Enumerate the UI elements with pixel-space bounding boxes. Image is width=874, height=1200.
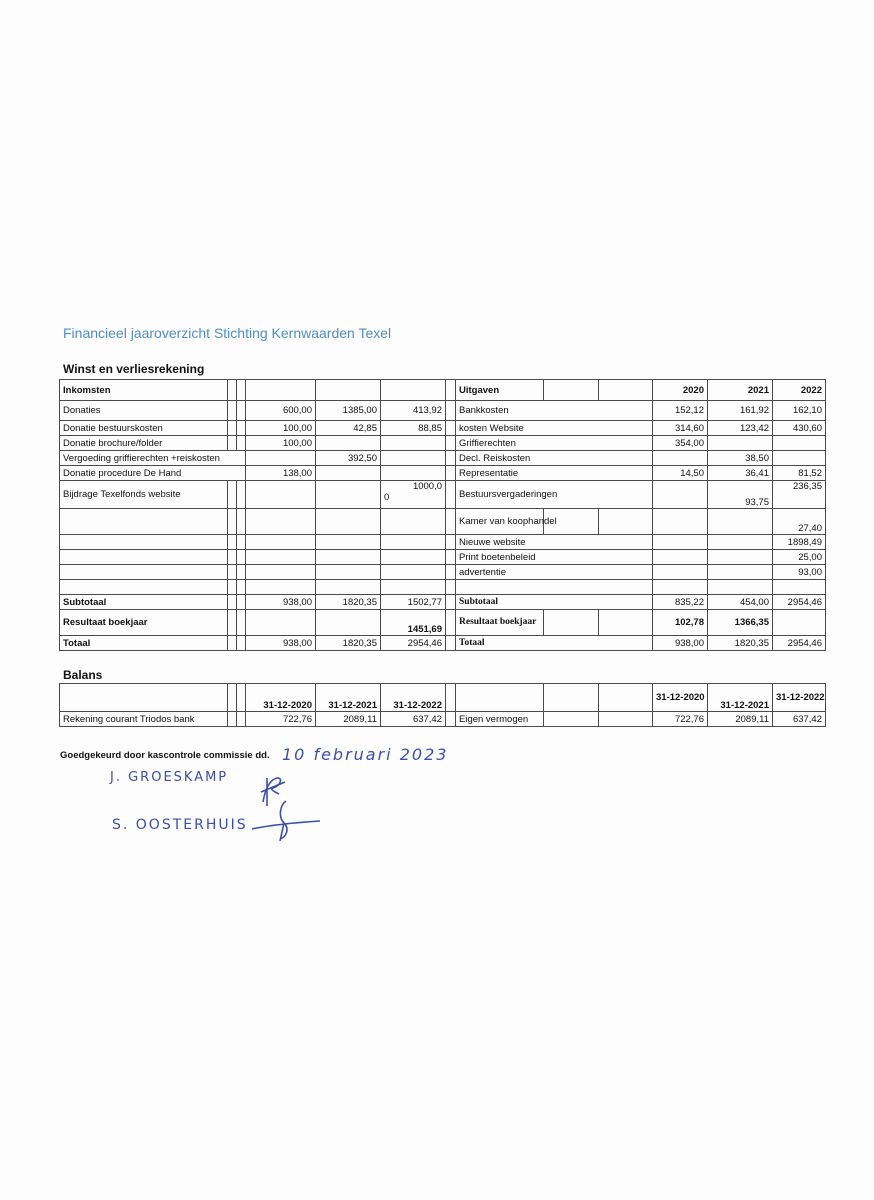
expense-value [708,535,773,550]
header-row [60,380,826,401]
liability-label: Eigen vermogen [456,712,544,727]
expense-total-label: Totaal [456,636,653,651]
expense-value: 354,00 [653,436,708,451]
expense-value: 161,92 [708,401,773,421]
asset-label: Rekening courant Triodos bank [60,712,228,727]
expense-total-value: 2954,46 [773,636,826,651]
table-row [60,466,826,481]
income-value: 392,50 [316,451,381,466]
table-row [60,421,826,436]
expense-value [708,509,773,535]
income-label: Donatie bestuurskosten [60,421,228,436]
expense-value [653,451,708,466]
expense-value: 25,00 [773,550,826,565]
income-total-value: 1820,35 [316,636,381,651]
income-value: 100,00 [246,421,316,436]
income-total-label: Totaal [60,636,228,651]
expense-total-value: 1820,35 [708,636,773,651]
asset-value: 2089,11 [316,712,381,727]
expense-label: Bankkosten [456,401,653,421]
income-value [381,481,446,509]
income-subtotal-value: 938,00 [246,595,316,610]
expense-value [653,535,708,550]
income-value [246,481,316,509]
expense-subtotal-value: 2954,46 [773,595,826,610]
expense-value: 27,40 [773,509,826,535]
expense-value: 38,50 [708,451,773,466]
years-income-row [60,401,826,421]
table-row [60,509,826,535]
expense-value: 236,35 [773,481,826,509]
balans-heading: Balans [63,668,103,682]
year-header: 2021 [708,380,773,401]
asset-value: 637,42 [381,712,446,727]
result-row [60,610,826,636]
expense-result-value: 102,78 [653,610,708,636]
liability-value: 722,76 [653,712,708,727]
expense-value [773,436,826,451]
income-value [316,466,381,481]
document-title: Financieel jaaroverzicht Stichting Kernwaarden Texel [63,325,392,341]
signature-2-icon [250,795,325,845]
expense-total-value: 938,00 [653,636,708,651]
asset-value: 722,76 [246,712,316,727]
empty-row [60,580,826,595]
expense-label: kosten Website [456,421,653,436]
balans-header-row [60,684,826,712]
date-header: 31-12-2020 [246,684,316,712]
expense-value [708,550,773,565]
winst-verlies-table [59,379,826,651]
expense-label: Decl. Reiskosten [456,451,653,466]
expense-value: 152,12 [653,401,708,421]
income-label: Donatie procedure De Hand [60,466,246,481]
expense-value [708,565,773,580]
income-value [316,436,381,451]
income-value: 100,00 [246,436,316,451]
income-value: 600,00 [246,401,316,421]
year-header: 2020 [653,380,708,401]
income-value [381,466,446,481]
income-value: 138,00 [246,466,316,481]
expense-label: Nieuwe website [456,535,653,550]
income-label: Bijdrage Texelfonds website [60,481,228,509]
income-value: 1385,00 [316,401,381,421]
expense-value: 162,10 [773,401,826,421]
table-row [60,535,826,550]
expense-result-label: Resultaat boekjaar [456,610,544,636]
expense-value [653,509,708,535]
liability-value: 637,42 [773,712,826,727]
expense-label: Bestuursvergaderingen [456,481,653,509]
expense-title: Uitgaven [456,380,544,401]
income-value [316,481,381,509]
income-total-value: 938,00 [246,636,316,651]
expense-value: 81,52 [773,466,826,481]
expense-value: 93,75 [708,481,773,509]
income-subtotal-label: Subtotaal [60,595,228,610]
handwritten-date: 10 februari 2023 [282,745,449,764]
income-total-value: 2954,46 [381,636,446,651]
signer-2-name: S. OOSTERHUIS [112,817,248,833]
income-result-label: Resultaat boekjaar [60,610,228,636]
expense-label: Print boetenbeleid [456,550,653,565]
expense-subtotal-value: 454,00 [708,595,773,610]
expense-result-value: 1366,35 [708,610,773,636]
signer-1-name: J. GROESKAMP [110,770,229,785]
expense-value [653,550,708,565]
income-value-line1: 1000,0 [412,481,442,492]
total-row [60,636,826,651]
expense-label: Kamer van koophandel [456,509,544,535]
income-label: Vergoeding griffierechten +reiskosten [60,451,246,466]
date-header: 31-12-2021 [708,684,773,712]
expense-label: advertentie [456,565,653,580]
date-header: 31-12-2021 [316,684,381,712]
balans-row [60,712,826,727]
table-row [60,550,826,565]
date-header: 31-12-2022 [773,684,826,712]
expense-value [708,436,773,451]
income-result-value [246,610,316,636]
expense-value [653,481,708,509]
expense-value: 430,60 [773,421,826,436]
approval-text: Goedgekeurd door kascontrole commissie dd. [60,750,270,761]
expense-label: Griffierechten [456,436,653,451]
expense-result-value [773,610,826,636]
income-value: 413,92 [381,401,446,421]
income-value: 42,85 [316,421,381,436]
expense-value: 123,42 [708,421,773,436]
expense-value [653,565,708,580]
winst-heading: Winst en verliesrekening [63,362,205,376]
expense-value: 1898,49 [773,535,826,550]
income-label: Donatie brochure/folder [60,436,228,451]
expense-value: 314,60 [653,421,708,436]
expense-value [773,451,826,466]
balans-table [59,683,826,727]
income-title: Inkomsten [60,380,228,401]
income-subtotal-value: 1502,77 [381,595,446,610]
table-row [60,481,826,509]
date-header: 31-12-2022 [381,684,446,712]
income-value: 88,85 [381,421,446,436]
table-row [60,436,826,451]
year-header: 2022 [773,380,826,401]
liability-value: 2089,11 [708,712,773,727]
expense-subtotal-value: 835,22 [653,595,708,610]
subtotal-row [60,595,826,610]
expense-value: 14,50 [653,466,708,481]
date-header: 31-12-2020 [653,684,708,712]
table-row [60,451,826,466]
income-value-line2: 0 [384,492,390,503]
income-value [246,451,316,466]
expense-subtotal-label: Subtotaal [456,595,653,610]
income-value [381,436,446,451]
income-result-value [316,610,381,636]
income-value [381,451,446,466]
income-result-value: 1451,69 [381,610,446,636]
expense-value: 93,00 [773,565,826,580]
table-row [60,565,826,580]
income-label: Donaties [60,401,228,421]
income-subtotal-value: 1820,35 [316,595,381,610]
expense-label: Representatie [456,466,653,481]
expense-value: 36,41 [708,466,773,481]
